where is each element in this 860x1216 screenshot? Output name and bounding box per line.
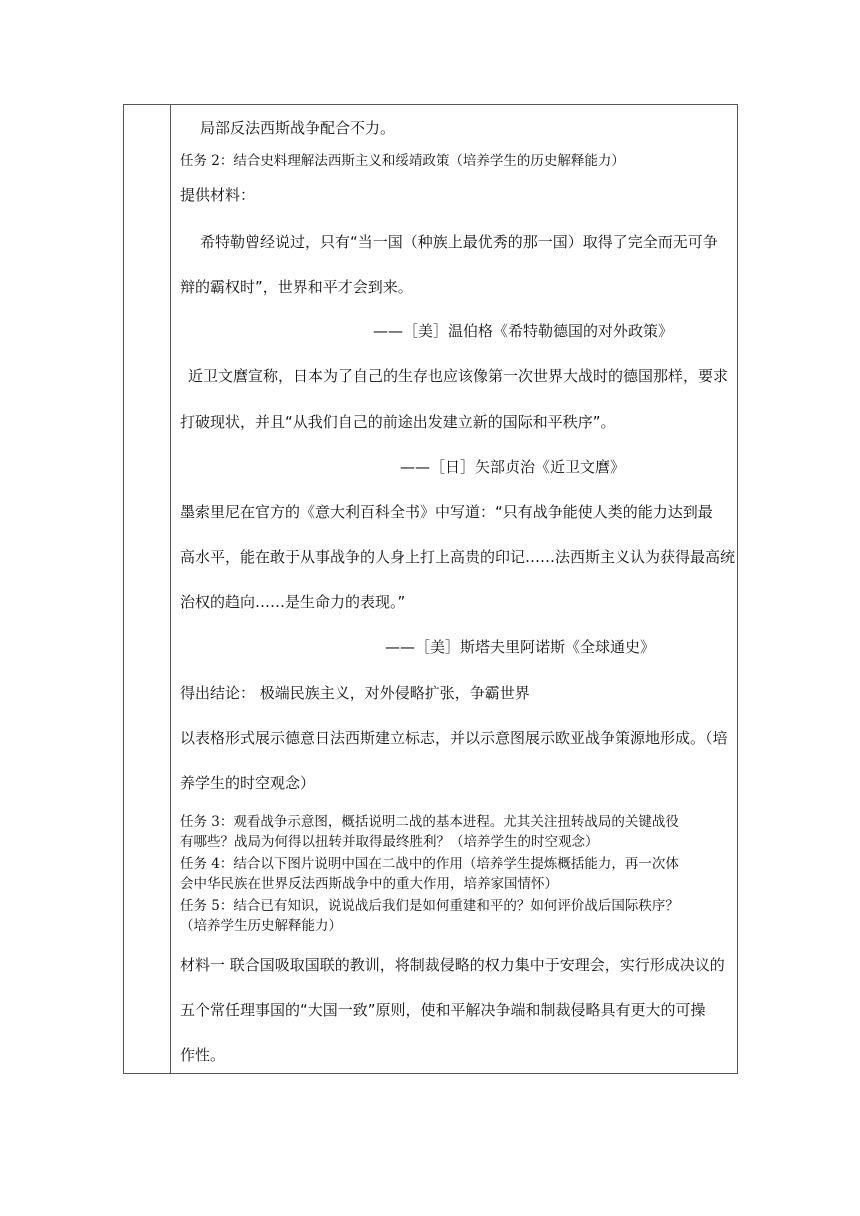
quote-text: 治权的趋向……是生命力的表现。” <box>180 593 406 611</box>
material-text: 材料一 联合国吸取国联的教训，将制裁侵略的权力集中于安理会，实行形成决议的 <box>180 956 725 974</box>
quote-source: ——［日］矢部贞治《近卫文麿》 <box>400 458 626 476</box>
task-4-text: 会中华民族在世界反法西斯战争中的重大作用，培养家国情怀） <box>180 876 558 892</box>
quote-text: 高水平，能在敢于从事战争的人身上打上高贵的印记……法西斯主义认为获得最高统 <box>180 548 736 566</box>
task-3-heading: 任务 3：观看战争示意图，概括说明二战的基本进程。尤其关注扭转战局的关键战役 <box>180 814 679 830</box>
task-4-heading: 任务 4：结合以下图片说明中国在二战中的作用（培养学生提炼概括能力，再一次体 <box>180 856 679 872</box>
quote-source: ——［美］温伯格《希特勒德国的对外政策》 <box>373 322 674 340</box>
material-text: 五个常任理事国的“大国一致”原则，使和平解决争端和制裁侵略具有更大的可操 <box>180 1001 706 1019</box>
quote-text: 近卫文麿宣称，日本为了自己的生存也应该像第一次世界大战时的德国那样，要求 <box>188 367 729 385</box>
task-5-text: （培养学生历史解释能力） <box>180 918 342 934</box>
quote-source: ——［美］斯塔夫里阿诺斯《全球通史》 <box>385 638 656 656</box>
quote-text: 希特勒曾经说过，只有“当一国（种族上最优秀的那一国）取得了完全而无可争 <box>200 233 718 251</box>
text-line: 以表格形式展示德意日法西斯建立标志，并以示意图展示欧亚战争策源地形成。（培 <box>180 729 728 747</box>
table-column-divider <box>170 104 171 1074</box>
quote-text: 墨索里尼在官方的《意大利百科全书》中写道：“只有战争能使人类的能力达到最 <box>180 503 713 521</box>
text-line: 局部反法西斯战争配合不力。 <box>200 119 396 137</box>
task-2-heading: 任务 2：结合史料理解法西斯主义和绥靖政策（培养学生的历史解释能力） <box>180 153 625 169</box>
task-5-heading: 任务 5：结合已有知识，说说战后我们是如何重建和平的？如何评价战后国际秩序？ <box>180 898 679 914</box>
text-line: 提供材料： <box>180 186 256 204</box>
conclusion-text: 得出结论： 极端民族主义，对外侵略扩张，争霸世界 <box>180 684 530 702</box>
quote-text: 辩的霸权时”，世界和平才会到来。 <box>180 278 413 296</box>
material-text: 作性。 <box>180 1046 226 1064</box>
text-line: 养学生的时空观念） <box>180 774 316 792</box>
quote-text: 打破现状，并且“从我们自己的前途出发建立新的国际和平秩序”。 <box>180 413 616 431</box>
task-3-text: 有哪些？战局为何得以扭转并取得最终胜利？（培养学生的时空观念） <box>180 834 599 850</box>
